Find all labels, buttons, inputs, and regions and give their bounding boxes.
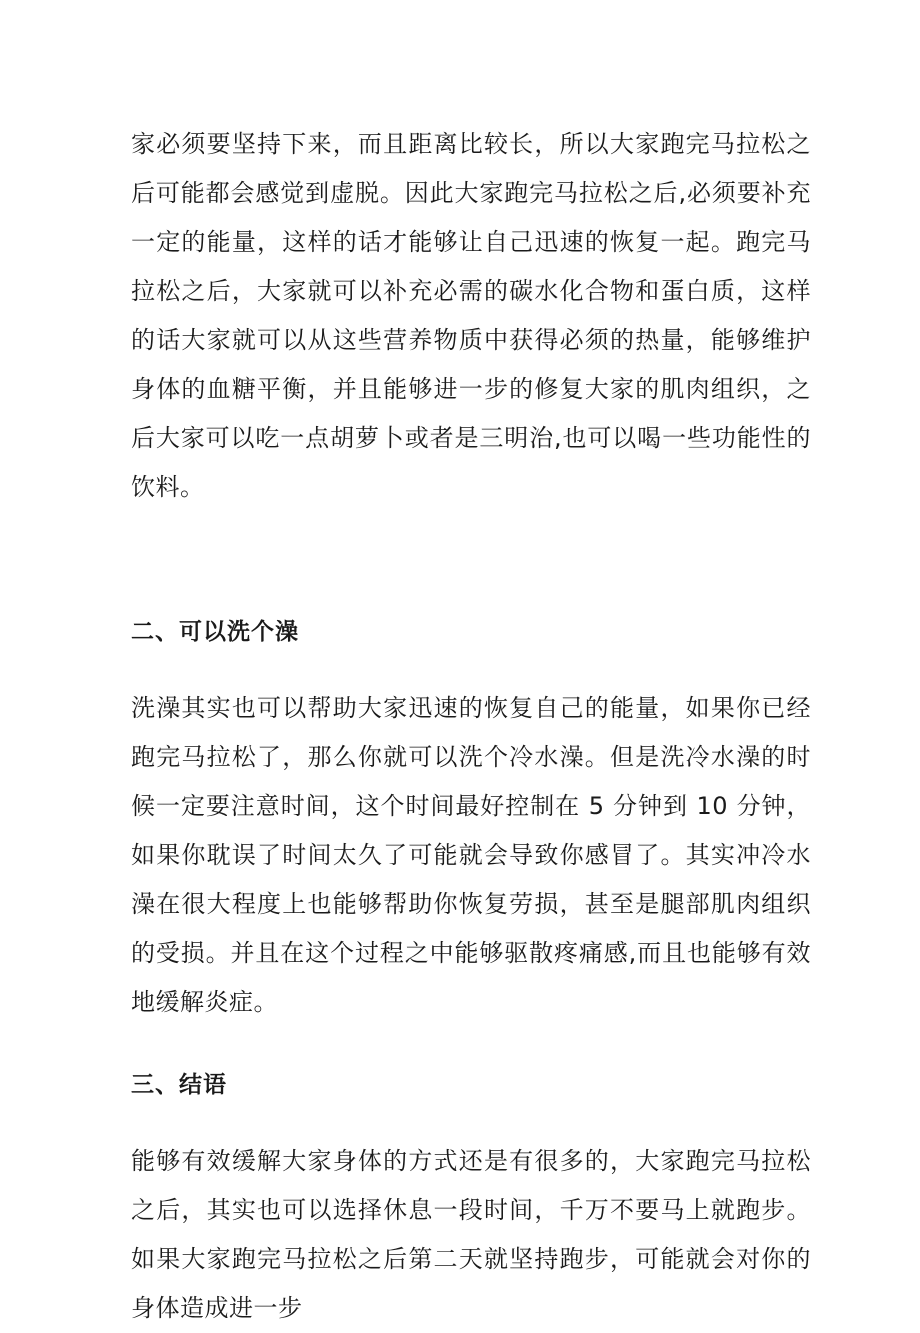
body-paragraph-1: 家必须要坚持下来，而且距离比较长，所以大家跑完马拉松之后可能都会感觉到虚脱。因此大家跑完马拉松之后,必须要补充一定的能量，这样的话才能够让自己迅速的恢复一起。跑完马拉松之后，大家就可以补充必需的碳水化合物和蛋白质，这样的话大家就可以从这些营养物质中获得必须的热量，能够维护身体的血糖平衡，并且能够进一步的修复大家的肌肉组织，之后大家可以吃一点胡萝卜或者是三明治,也可以喝一些功能性的饮料。	[131, 130, 811, 501]
document-page	[131, 120, 811, 1333]
body-paragraph-3: 能够有效缓解大家身体的方式还是有很多的，大家跑完马拉松之后，其实也可以选择休息一段时间，千万不要马上就跑步。如果大家跑完马拉松之后第二天就坚持跑步，可能就会对你的身体造成进一步	[131, 1147, 811, 1322]
body-paragraph-2: 洗澡其实也可以帮助大家迅速的恢复自己的能量，如果你已经跑完马拉松了，那么你就可以洗个冷水澡。但是洗冷水澡的时候一定要注意时间，这个时间最好控制在 5 分钟到 10 分钟，如果你耽误了时间太久了可能就会导致你感冒了。其实冲冷水澡在很大程度上也能够帮助你恢复劳损，甚至是腿部肌肉组织的受损。并且在这个过程之中能够驱散疼痛感,而且也能够有效地缓解炎症。	[131, 694, 811, 1016]
section-heading-2: 二、可以洗个澡	[131, 619, 299, 645]
section-heading-3: 三、结语	[131, 1072, 227, 1098]
